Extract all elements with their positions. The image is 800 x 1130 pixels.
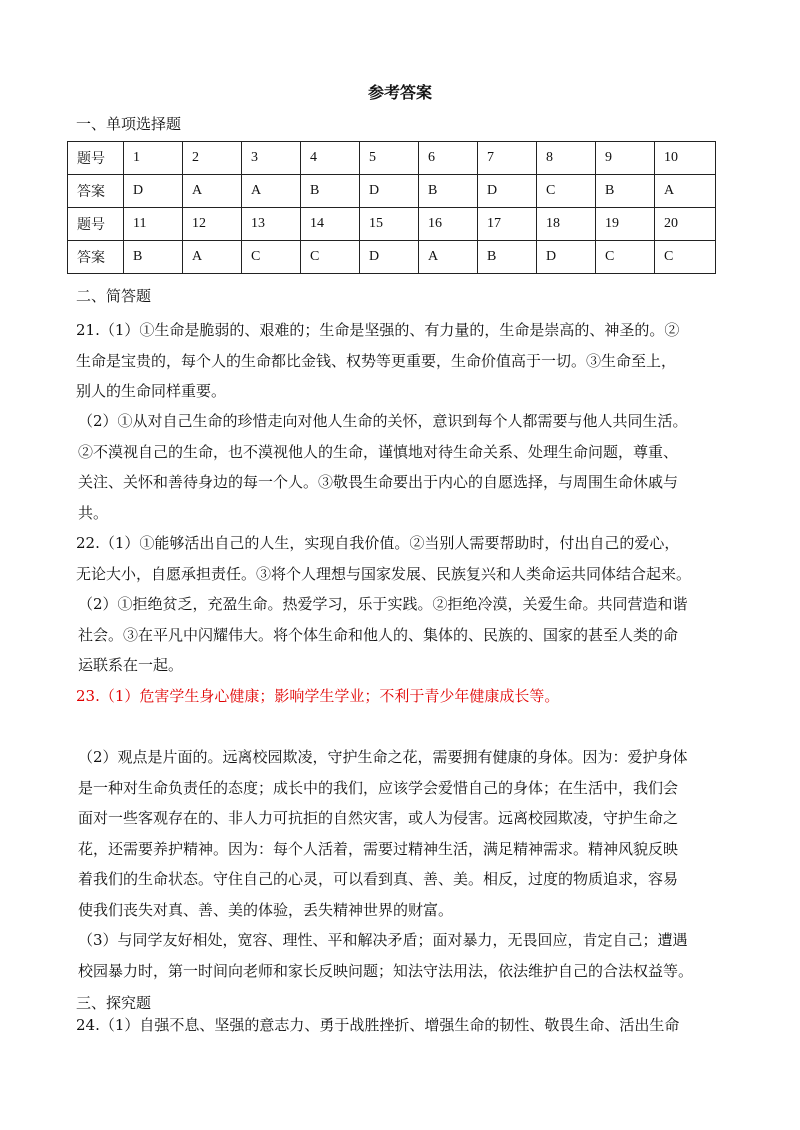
text-line: 花，还需要养护精神。因为：每个人活着，需要过精神生活，满足精神需求。精神风貌反映 [78, 839, 679, 858]
table-cell: C [655, 241, 716, 274]
q21-part2 [78, 406, 738, 528]
table-cell: 4 [301, 142, 360, 175]
text-line: 运联系在一起。 [78, 656, 184, 674]
table-cell: A [183, 175, 242, 208]
page-title: 参考答案 [367, 83, 432, 102]
text-line: 21.（1）①生命是脆弱的、艰难的；生命是坚强的、有力量的，生命是崇高的、神圣的。② [76, 321, 680, 339]
table-cell: C [301, 241, 360, 274]
table-cell: D [537, 241, 596, 274]
table-cell: 20 [655, 208, 716, 241]
table-cell: 8 [537, 142, 596, 175]
text-line: （2）①从对自己生命的珍惜走向对他人生命的关怀，意识到每个人都需要与他人共同生活。 [78, 412, 688, 430]
text-line: （2）①拒绝贫乏，充盈生命。热爱学习，乐于实践。②拒绝冷漠，关爱生命。共同营造和谐 [78, 595, 688, 613]
table-row-header-cell: 答案 [68, 241, 124, 274]
q22-part2 [78, 589, 738, 681]
text-line: 社会。③在平凡中闪耀伟大。将个体生命和他人的、集体的、民族的、国家的甚至人类的命 [78, 625, 679, 644]
table-cell: 12 [183, 208, 242, 241]
text-line: 面对一些客观存在的、非人力可抗拒的自然灾害，或人为侵害。远离校园欺凌，守护生命之 [78, 809, 679, 827]
table-cell: 6 [419, 142, 478, 175]
text-line: 别人的生命同样重要。 [76, 382, 227, 400]
text-line: 是一种对生命负责任的态度；成长中的我们，应该学会爱惜自己的身体；在生活中，我们会 [78, 778, 679, 797]
table-cell: B [301, 175, 360, 208]
table-cell: B [419, 175, 478, 208]
table-cell: 17 [478, 208, 537, 241]
table-cell: C [242, 241, 301, 274]
text-line: 关注、关怀和善待身边的每一个人。③敬畏生命要出于内心的自愿选择，与周围生命休戚与 [78, 473, 679, 491]
table-cell: 1 [124, 142, 183, 175]
table-cell: A [655, 175, 716, 208]
table-cell: C [537, 175, 596, 208]
table-cell: D [360, 175, 419, 208]
table-cell: 18 [537, 208, 596, 241]
text-line: 24.（1）自强不息、坚强的意志力、勇于战胜挫折、增强生命的韧性、敬畏生命、活出生命 [76, 1016, 680, 1034]
q21-part1 [76, 315, 736, 407]
text-line: 使我们丧失对真、善、美的体验，丢失精神世界的财富。 [78, 900, 454, 919]
q23-part2 [78, 742, 738, 925]
table-row-header-cell: 题号 [68, 142, 124, 175]
text-line: 校园暴力时，第一时间向老师和家长反映问题；知法守法用法，依法维护自己的合法权益等。 [78, 961, 694, 980]
table-cell: B [124, 241, 183, 274]
text-line: （2）观点是片面的。远离校园欺凌，守护生命之花，需要拥有健康的身体。因为：爱护身体 [78, 748, 688, 766]
table-row-answers [68, 241, 716, 274]
q24-part1 [76, 1010, 736, 1041]
table-cell: 14 [301, 208, 360, 241]
table-row-header-cell: 题号 [68, 208, 124, 241]
table-cell: D [478, 175, 537, 208]
text-line: （3）与同学友好相处，宽容、理性、平和解决矛盾；面对暴力，无畏回应，肯定自己；遭遇 [78, 931, 688, 949]
table-cell: D [124, 175, 183, 208]
table-cell: 5 [360, 142, 419, 175]
table-cell: 16 [419, 208, 478, 241]
table-row-question-numbers [68, 142, 716, 175]
table-cell: 13 [242, 208, 301, 241]
section-heading-short: 二、简答题 [76, 287, 152, 305]
q22-part1 [76, 528, 736, 589]
table-cell: 19 [596, 208, 655, 241]
table-cell: 7 [478, 142, 537, 175]
table-cell: 9 [596, 142, 655, 175]
table-cell: 15 [360, 208, 419, 241]
text-line: 共。 [78, 503, 109, 522]
answer-table [67, 141, 716, 274]
table-cell: A [183, 241, 242, 274]
text-line: 23.（1）危害学生身心健康；影响学生学业；不利于青少年健康成长等。 [76, 687, 560, 705]
table-cell: 11 [124, 208, 183, 241]
table-cell: D [360, 241, 419, 274]
table-cell: 2 [183, 142, 242, 175]
text-line: 22.（1）①能够活出自己的人生，实现自我价值。②当别人需要帮助时，付出自己的爱心， [76, 534, 680, 552]
section-heading-choice: 一、单项选择题 [76, 115, 182, 133]
table-cell: 3 [242, 142, 301, 175]
text-line: 着我们的生命状态。守住自己的心灵，可以看到真、善、美。相反，过度的物质追求，容易 [78, 870, 679, 888]
text-line: 无论大小，自愿承担责任。③将个人理想与国家发展、民族复兴和人类命运共同体结合起来。 [76, 564, 692, 583]
table-cell: A [419, 241, 478, 274]
table-cell: B [478, 241, 537, 274]
text-line: 生命是宝贵的，每个人的生命都比金钱、权势等更重要，生命价值高于一切。③生命至上， [76, 351, 677, 370]
text-line: ②不漠视自己的生命，也不漠视他人的生命，谨慎地对待生命关系、处理生命问题，尊重、 [78, 442, 679, 461]
table-cell: C [596, 241, 655, 274]
table-cell: 10 [655, 142, 716, 175]
table-cell: B [596, 175, 655, 208]
table-cell: A [242, 175, 301, 208]
table-row-question-numbers [68, 208, 716, 241]
q23-part3 [78, 925, 738, 986]
table-row-answers [68, 175, 716, 208]
section-heading-inquiry: 三、探究题 [76, 994, 152, 1012]
table-row-header-cell: 答案 [68, 175, 124, 208]
q23-part1-highlight [76, 681, 736, 712]
